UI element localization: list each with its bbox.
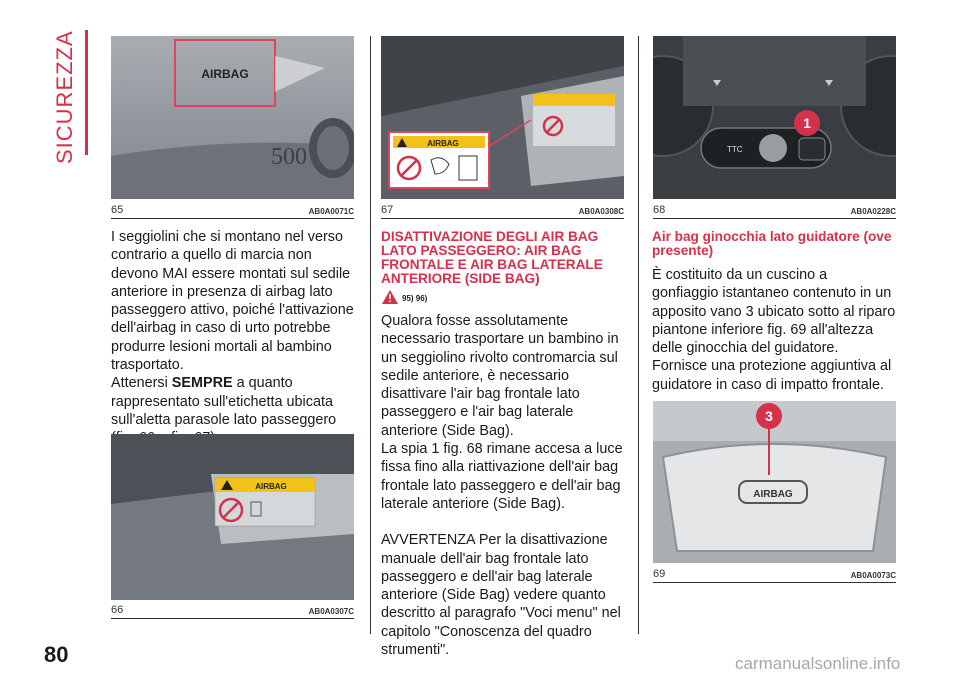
figure-68-image [653,36,896,199]
figure-66-caption [111,598,354,619]
col2-paragraph-1: Qualora fosse assolutamente necessario trasportare un bambino in un seggiolino rivolto contromarcia sul sedile anteriore, è necessario disattivare l'air bag frontale lato passeggero e l'air bag laterale anteriore (Side Bag). [381,313,619,439]
col1-text [111,228,361,448]
section-accent-bar [85,30,88,155]
col2-heading: DISATTIVAZIONE DEGLI AIR BAG LATO PASSEGGERO: AIR BAG FRONTALE E AIR BAG LATERALE ANTERIORE (SIDE BAG) [381,229,603,286]
figure-68-callout-1: 1 [803,115,811,131]
warning-triangle-icon [382,290,398,306]
figure-66-image [111,434,354,600]
figure-66-code: AB0A0307C [308,607,354,616]
figure-69-callout-3: 3 [765,408,773,424]
figure-67-number: 67 [381,204,394,216]
col2-warning-refs [382,290,427,306]
figure-66-airbag-label: AIRBAG [255,482,287,491]
figure-69-caption [653,562,896,583]
col2-paragraph-3: AVVERTENZA Per la disattivazione manuale dell'air bag frontale lato passeggero e dell'air bag laterale anteriore (Side Bag) vedere quanto descritto al paragrafo "Voci menu" nel capitolo "Conoscenza del quadro strumenti". [381,532,621,659]
col2-text [381,312,633,659]
figure-69-number: 69 [653,568,666,580]
column-separator-2 [638,36,639,634]
figure-67-caption [381,198,624,219]
figure-67-code: AB0A0308C [578,207,624,216]
col1-para2-prefix: Attenersi [111,375,172,392]
figure-67-airbag-label: AIRBAG [427,139,459,148]
figure-69-code: AB0A0073C [850,571,896,580]
figure-68-ttc-label: TTC [727,145,743,154]
figure-65-code: AB0A0071C [308,207,354,216]
figure-67-image [381,36,624,199]
col3-paragraph-1: È costituito da un cuscino a gonfiaggio istantaneo contenuto in un apposito vano 3 ubicato sotto al riparo piantone inferiore fig. 69 all'altezza delle ginocchia del guidatore. Fornisce una protezione aggiuntiva al guidatore in caso di impatto frontale. [652,267,896,393]
col2-refs-text: 95) 96) [402,293,428,303]
figure-65-caption [111,198,354,219]
figure-68-number: 68 [653,204,666,216]
figure-66-number: 66 [111,604,124,616]
watermark: carmanualsonline.info [735,654,901,673]
page-number: 80 [44,642,69,667]
section-title: SICUREZZA [52,30,77,164]
figure-69-image [653,401,896,563]
figure-68-code: AB0A0228C [850,207,896,216]
col1-para2-suffix: a quanto rappresentato sull'etichetta ubicata sull'aletta parasole lato passeggero [111,375,337,428]
col1-paragraph-1: I seggiolini che si montano nel verso contrario a quello di marcia non devono MAI essere montati sul sedile anteriore in presenza di airbag lato passeggero attivo, poiché l'attivazione dell'airbag in caso di urto potrebbe produrre lesioni mortali al bambino trasportato. [111,229,354,374]
col3-text [652,266,897,394]
figure-65-number: 65 [111,204,124,216]
col2-paragraph-2: La spia 1 fig. 68 rimane accesa a luce fissa fino alla riattivazione dell'air bag frontale lato passeggero e dell'air bag laterale anteriore (Side Bag). [381,441,623,512]
figure-65-airbag-label: AIRBAG [201,67,249,81]
figure-69-airbag-label: AIRBAG [753,489,793,500]
column-separator-1 [370,36,371,634]
figure-65-badge-500: 500 [271,144,307,170]
col1-para2-bold: SEMPRE [171,375,233,392]
figure-68-caption [653,198,896,219]
figure-65-image [111,36,354,199]
col3-heading: Air bag ginocchia lato guidatore (ove presente) [652,229,892,258]
